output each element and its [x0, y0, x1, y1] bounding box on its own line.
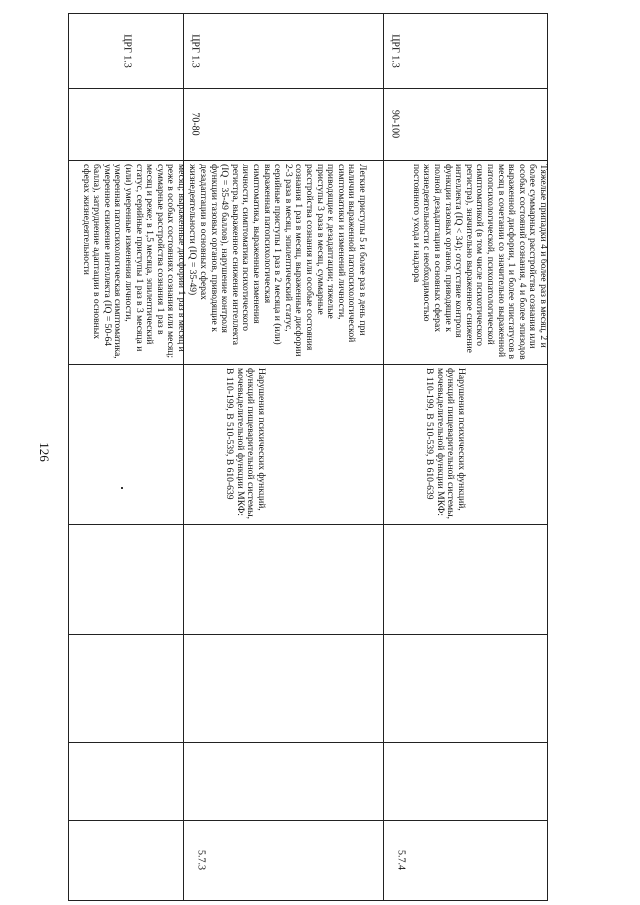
col-divider-f — [69, 742, 547, 743]
row-cont-ref: ЦРГ 1.3 — [121, 34, 133, 68]
row-divider-1 — [183, 14, 184, 900]
col-divider-criteria — [69, 364, 547, 365]
row-573-code: 5.7.3 — [195, 850, 207, 870]
row-574-criteria: Тяжелые припадки 4 и более раз в месяц, 2 и более суммарных расстройства сознания или особых состояний сознания, 4 и более эпизодов выраженной дисфории, 1 и более эпистатусов в месяц в сочетании со значительно выраженной патопсихологической, психопатологической симптоматикой (в том числе психотического регистра), значительно выраженное снижение интеллекта (IQ < 34); отсутствие контроля функции тазовых органов, приводящие к полной дезадаптации в основных сферах жизнедеятельности с необходимостью постоянного ухода и надзора — [410, 164, 549, 360]
row-573-percent: 70-80 — [189, 112, 201, 136]
col-divider-impair — [69, 524, 547, 525]
col-divider-code — [69, 820, 547, 821]
row-divider-2 — [383, 14, 384, 900]
criteria-table — [68, 13, 548, 901]
row-574-impairment: Нарушения психических функций, функций пищеварительной системы, мочевыделительной функции МКФ: В 110-199, В 510-539, В 610-639 — [424, 368, 468, 519]
row-573-criteria: Легкие приступы 5 и более раз в день при наличии выраженной патопсихологической симптоматики и изменений личности, приводящие к дезадаптации; тяжелые приступы 3 раза в месяц, суммарные расстройства сознания или особые состояния сознания 1 раз в месяц, выраженные дисфории 2-3 раза в месяц, эпилептический статус, серийные приступы 1 раз в 2 месяца и (или) выраженная патопсихологическая симптоматика, выраженные изменения личности, симптоматика психотического регистра, выраженное снижение интеллекта (IQ = 35-49 баллов), нарушение контроля функции тазовых органов, приводящие к дезадаптации в основных сферах жизнедеятельности (IQ = 35-49) — [187, 164, 369, 357]
row-574-code: 5.7.4 — [395, 850, 407, 870]
row-574-ref: ЦРГ 1.3 — [389, 34, 401, 68]
col-divider-ref — [69, 88, 547, 89]
row-574-percent: 90-100 — [389, 109, 401, 139]
col-divider-percent — [69, 160, 547, 161]
row-573-ref: ЦРГ 1.3 — [189, 34, 201, 68]
row-cont-criteria: месяц; выраженные дисфории 1 раз в месяц и реже в особых состояниях сознания или месяц; суммарные расстройства сознания 1 раз в месяц и реже; в 1,5 месяца, эпилептический статус, серийные приступы 1 раз в 3 месяца и (или) умеренные изменения личности, умеренная патопсихологическая симптоматика, умеренное снижение интеллекта (IQ = 50-64 балла), затруднение адаптации в основных сферах жизнедеятельности — [80, 164, 187, 359]
col-divider-e — [69, 634, 547, 635]
row-573-impairment: Нарушения психических функций, функций пищеварительной системы, мочевыделительной функции МКФ: В 110-199, В 510-539, В 610-639 — [224, 368, 268, 519]
page-number: 126 — [37, 442, 52, 462]
